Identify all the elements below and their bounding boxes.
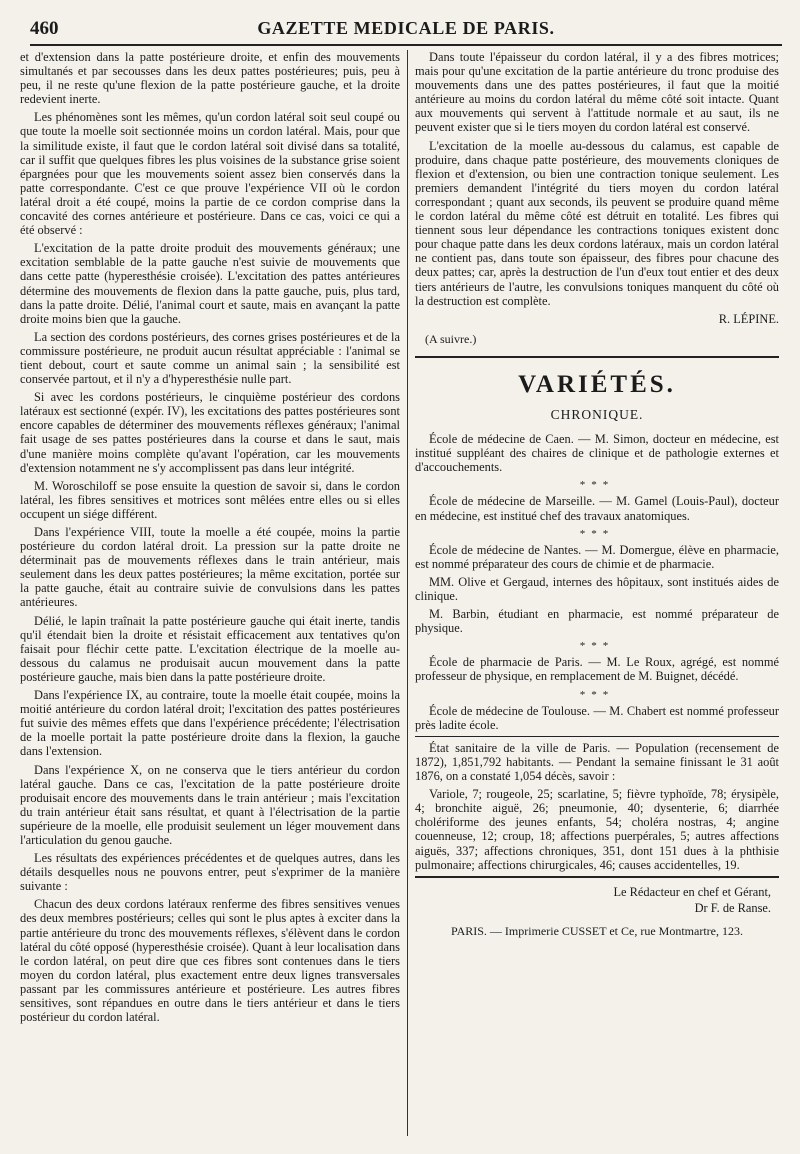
chronicle-item: École de pharmacie de Paris. — M. Le Roux, agrégé, est nommé professeur de physique, en remplacement de M. Buignet, décédé. — [415, 655, 779, 684]
credits-line: Dr F. de Ranse. — [694, 900, 771, 915]
chronicle-item: École de médecine de Toulouse. — M. Chabert est nommé professeur près ladite école. — [415, 703, 779, 732]
chronicle-item: École de médecine de Marseille. — M. Gamel (Louis-Paul), docteur en médecine, est institué chef des travaux anatomiques. — [415, 494, 779, 523]
paragraph: et d'extension dans la patte postérieure droite, et enfin des mouvements simultanés et par secousses dans les deux pattes postérieures; puis, peu à peu, il ne reste qu'une flexion de la patte postérieure gauche, et la droite redevient inerte. — [20, 50, 400, 107]
paragraph: Délié, le lapin traînait la patte postérieure gauche qui était inerte, tandis qu'il étendait bien la droite et résistait efficacement aux tentatives qu'on faisait pour fléchir cette patte. L'excitation électrique de la moelle au-dessous du calamus ne produisait aucun mouvement dans la patte postérieure gauche, mais bien dans la patte postérieure droite. — [20, 613, 400, 684]
page-header — [30, 14, 782, 46]
paragraph: Dans toute l'épaisseur du cordon latéral, il y a des fibres motrices; mais pour qu'une excitation de la partie antérieure du tronc produise des mouvements dans une des pattes postérieures, il faut que la moitié antérieure au moins du cordon latéral du même côté soit intacte. Quant aux mouvements qui servent à l'attitude normale et au saut, ils ne peuvent exister que si le tiers moyen du cordon latéral est conservé. — [415, 50, 779, 135]
chronicle-item: M. Barbin, étudiant en pharmacie, est nommé préparateur de physique. — [415, 607, 779, 636]
section-rule — [415, 356, 779, 358]
paragraph: L'excitation de la moelle au-dessous du calamus, est capable de produire, dans chaque patte postérieure, des mouvements cloniques de flexion et d'extension, ou bien une contraction tonique seulement. Les premiers demandent l'intégrité du tiers moyen du cordon latéral correspondant ; quant aux seconds, ils peuvent se produire quand même le cordon latéral du même côté est détruit en totalité. Les fibres qui tiennent sous leur dépendance les contractions toniques existent donc pour chaque patte dans les deux cordons latéraux, mais un cordon latéral ne contient pas, dans toute son épaisseur, des fibres pour chacune des deux pattes; car, après la destruction de l'un d'eux tout entier et des deux tiers antérieurs de l'autre, les convulsions toniques manquent du côté où la destruction est complète. — [415, 138, 779, 308]
page-number: 460 — [30, 18, 59, 39]
asterism: *** — [579, 640, 615, 653]
paragraph: L'excitation de la patte droite produit des mouvements généraux; une excitation semblable de la patte gauche n'est suivie de mouvements que dans cette patte (hyperesthésie croisée). L'excitation des pattes antérieures détermine des mouvements de flexion dans la patte gauche, puis, plus tard, dans la patte droite. Délié, l'animal court et saute, mais en avançant la patte droite moins bien que la gauche. — [20, 241, 400, 326]
paragraph: Les résultats des expériences précédentes et de quelques autres, dans les détails desquelles nous ne pouvons entrer, peut s'exprimer de la manière suivante : — [20, 851, 400, 894]
chronicle-item: École de médecine de Caen. — M. Simon, docteur en médecine, est institué suppléant des chaires de clinique et de pathologie externes et d'accouchements. — [415, 432, 779, 475]
separator — [415, 736, 779, 737]
paragraph: M. Woroschiloff se pose ensuite la question de savoir si, dans le cordon latéral, les fibres sensitives et motrices sont mêlées entre elles ou si elles occupent un siége différent. — [20, 478, 400, 521]
paragraph: Dans l'expérience VIII, toute la moelle a été coupée, moins la partie postérieure du cordon latéral droit. La pression sur la patte droite ne déterminait pas de mouvements réflexes dans le train antérieur, mais seulement dans les deux pattes postérieures; la même excitation, portée sur la patte gauche, était au contraire suivie de convulsions dans les pattes antérieures. — [20, 525, 400, 610]
editor-credits — [415, 884, 771, 916]
separator — [415, 876, 779, 878]
paragraph: La section des cordons postérieurs, des cornes grises postérieures et de la commissure postérieure, ne produit aucun résultat appréciable : l'animal se tient debout, court et saute comme un animal sain ; la sensibilité est conservée partout, et il n'y a d'hyperesthésie nulle part. — [20, 329, 400, 387]
left-column — [20, 50, 400, 1144]
running-title: GAZETTE MEDICALE DE PARIS. — [257, 18, 555, 38]
right-column — [415, 50, 779, 1144]
paragraph: Si avec les cordons postérieurs, le cinquième postérieur des cordons latéraux est sectionné (expér. IV), les excitations des pattes postérieures sont encore capables de déterminer des mouvements réflexes généraux; l'animal fait usage de ses pattes postérieures dans la course et dans le saut, mais d'une manière moins complète qu'avant l'opération, car les mouvements d'extension notamment ne s'y accomplissent pas dans leur intégrité. — [20, 390, 400, 475]
chronicle-item: MM. Olive et Gergaud, internes des hôpitaux, sont institués aides de clinique. — [415, 574, 779, 603]
credits-line: Le Rédacteur en chef et Gérant, — [613, 884, 771, 899]
column-divider — [407, 50, 408, 1136]
asterism: *** — [579, 688, 615, 701]
sanitary-report: État sanitaire de la ville de Paris. — Population (recensement de 1872), 1,851,792 habitants. — Pendant la semaine finissant le 31 août 1876, on a constaté 1,054 décès, savoir : — [415, 740, 779, 784]
sanitary-report: Variole, 7; rougeole, 25; scarlatine, 5; fièvre typhoïde, 78; érysipèle, 4; bronchite aiguë, 26; pneumonie, 40; dysenterie, 6; diarrhée cholériforme des jeunes enfants, 54; choléra nostras, 4; angine couenneuse, 12; croup, 18; affections puerpérales, 5; autres affections aiguës, 337; affections chroniques, 351, dont 151 dues à la phthisie pulmonaire; affections chirurgicales, 46; causes accidentelles, 19. — [415, 787, 779, 872]
continued-note: (A suivre.) — [425, 331, 477, 346]
paragraph: Dans l'expérience IX, au contraire, toute la moelle était coupée, moins la moitié antérieure du cordon latéral droit; l'excitation des pattes postérieures fut suivie des mêmes effets que dans l'expérience précédente; l'électrisation de la moelle portait la patte postérieure droite dans la flexion, la gauche dans l'extension. — [20, 688, 400, 759]
author-signature: R. LÉPINE. — [718, 311, 779, 326]
paragraph: Les phénomènes sont les mêmes, qu'un cordon latéral soit seul coupé ou que toute la moelle soit sectionnée moins un cordon latéral. Mais, pour que la similitude existe, il faut que le cordon latéral soit divisé dans sa totalité, car il suffit que quelques fibres les plus voisines de la substance grise soient épargnées pour que les mouvements soient assez bien conservés dans la patte correspondante. C'est ce que prouve l'expérience VII où le cordon latéral droit a été coupé, moins la partie de ce cordon comprise dans la concavité des cornes antérieure et postérieure. Dans ce cas, voici ce qui a été observé : — [20, 110, 400, 238]
paragraph: Dans l'expérience X, on ne conserva que le tiers antérieur du cordon latéral gauche. Dans ce cas, l'excitation de la patte postérieure droite produisait encore des mouvements dans le train antérieur ; mais l'excitation du train antérieur était sans résultat, et quant à l'électrisation de la partie supérieure de la moelle, elle produisit seulement un léger mouvement dans l'articulation du genou gauche. — [20, 762, 400, 847]
paragraph: Chacun des deux cordons latéraux renferme des fibres sensitives venues des deux membres postérieurs; celles qui sont le plus aptes à exciter dans la partie antérieure du tronc des mouvements réflexes, s'élèvent dans le cordon latéral du côté opposé (hyperesthésie croisée). Quant à leur localisation dans le cordon latéral, on peut dire que ces fibres sont contenues dans le tiers moyen du cordon latéral, plus exactement entre deux lignes transversales passant par les commissures antérieure et postérieure. Les autres fibres sensitives, sont répandues en outre dans le tiers antérieur et dans le tiers postérieur du cordon latéral. — [20, 897, 400, 1025]
subsection-title: CHRONIQUE. — [550, 406, 644, 422]
printer-line: PARIS. — Imprimerie CUSSET et Ce, rue Montmartre, 123. — [451, 923, 743, 938]
asterism: *** — [579, 479, 615, 492]
section-title: VARIÉTÉS. — [518, 370, 676, 398]
chronicle-item: École de médecine de Nantes. — M. Domergue, élève en pharmacie, est nommé préparateur des cours de chimie et de pharmacie. — [415, 542, 779, 571]
asterism: *** — [579, 527, 615, 540]
